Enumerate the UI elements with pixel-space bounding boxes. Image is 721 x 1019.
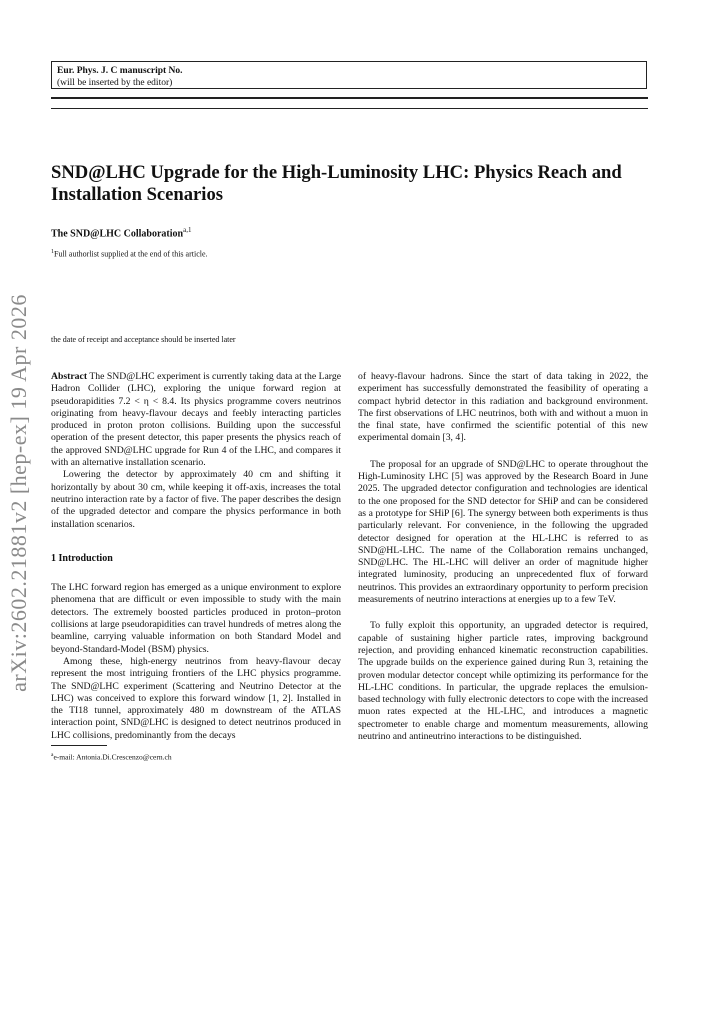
affiliation-text: Full authorlist supplied at the end of this article. (54, 249, 208, 259)
abstract-p2: Lowering the detector by approximately 40 cm and shifting it horizontally by about 30 cm, while keeping it off-axis, increases the total neutrino interaction rate by a factor of five. The paper describes the design of the upgraded detector and compare the physics performance in both installation scenarios. (51, 469, 341, 530)
intro-p2: Among these, high-energy neutrinos from heavy-flavour decay represent the most intriguing frontiers of the LHC physics programme. The SND@LHC experiment (Scattering and Neutrino Detector at the LHC) was conceived to explore this forward window [1, 2]. Installed in the TI18 tunnel, approximately 480 m downstream of the ATLAS interaction point, SND@LHC is designed to detect neutrinos produced in LHC collisions, predominantly from the decays (51, 655, 341, 741)
journal-info-box (51, 61, 647, 89)
footnote-rule (51, 745, 107, 746)
journal-name: Eur. Phys. J. C manuscript No. (57, 66, 183, 76)
abstract-p1 (51, 371, 341, 469)
author-line (51, 226, 191, 239)
right-column (358, 371, 648, 743)
header-rule-thin (51, 108, 648, 109)
intro-p3: The proposal for an upgrade of SND@LHC to operate throughout the High-Luminosity LHC [5] was approved by the Research Board in June 2025. The upgraded detector configuration and technologies are identical to the one proposed for the SND detector for SHiP and can be considered as a prototype for SHiP [6]. The synergy between both experiments is thus particularly relevant. For convenience, in the following the upgraded detector designed for operation at the HL-LHC is referred to as SND@HL-LHC. The name of the Collaboration remains unchanged, SND@LHC. The HL-LHC will deliver an order of magnitude higher integrated luminosity, producing an unprecedented flux of forward neutrinos. This provides an extraordinary opportunity to perform precision measurements of neutrino interactions at energies up to a few TeV. (358, 458, 648, 606)
footnote-mark: a (51, 752, 54, 759)
abstract-label: Abstract (51, 371, 88, 382)
section-heading: 1 Introduction (51, 552, 113, 564)
paper-title: SND@LHC Upgrade for the High-Luminosity LHC: Physics Reach and Installation Scenarios (51, 162, 622, 205)
intro-p4: To fully exploit this opportunity, an upgraded detector is required, capable of sustaining higher particle rates, improving background rejection, and providing enhanced kinematic reconstruction capabilities. The upgrade builds on the experience gained during Run 3, retaining the proven modular detector concept while optimizing its performance for the HL-LHC conditions. In particular, the upgrade replaces the emulsion-based technology with fully electronic detectors to cope with the increased muon rates expected at the HL-LHC, and introduces a magnetic spectrometer to enable charge and momentum measurements, allowing neutrino and antineutrino interactions to be distinguished. (358, 620, 648, 743)
affiliation (51, 249, 208, 259)
footnote (51, 750, 341, 763)
left-column (51, 371, 341, 763)
receipt-note: the date of receipt and acceptance should be inserted later (51, 335, 236, 344)
editor-note: (will be inserted by the editor) (57, 78, 173, 88)
intro-p2-cont: of heavy-flavour hadrons. Since the start of data taking in 2022, the experiment has successfully demonstrated the feasibility of operating a compact hybrid detector in this radiation and background environment. The first observations of LHC neutrinos, both with and without a muon in the final state, have confirmed the scientific potential of this new experimental domain [3, 4]. (358, 371, 648, 444)
author-marks: a,1 (183, 226, 192, 234)
abstract-text-1: The SND@LHC experiment is currently taking data at the Large Hadron Collider (LHC), exploring the unique forward region at pseudorapidities 7.2 < η < 8.4. Its physics programme covers neutrinos originating from heavy-flavour decays and feebly interacting particles produced in proton proton collisions. Building upon the successful operation of the present detector, this paper presents the physics reach of the approved SND@LHC upgrade for Run 4 of the LHC, and compares it with an alternative installation scenario. (51, 371, 342, 469)
intro-p1: The LHC forward region has emerged as a unique environment to explore phenomena that are difficult or even impossible to study with the main detectors. The extremely boosted particles produced in proton–proton collisions at large pseudorapidities can travel hundreds of metres along the beamline, carrying valuable information on both Standard Model and beyond-Standard-Model (BSM) physics. (51, 582, 341, 655)
arxiv-stamp: arXiv:2602.21881v2 [hep-ex] 19 Apr 2026 (6, 294, 31, 692)
footnote-text: e-mail: Antonia.Di.Crescenzo@cern.ch (53, 752, 172, 762)
author-name: The SND@LHC Collaboration (51, 228, 184, 240)
affiliation-mark: 1 (51, 249, 54, 255)
header-rule-thick (51, 97, 648, 99)
